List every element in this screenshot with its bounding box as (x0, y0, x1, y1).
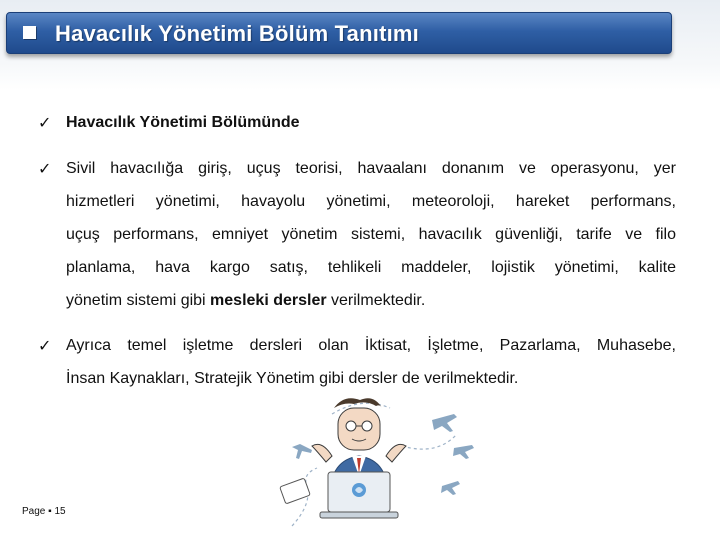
laptop-icon (320, 472, 398, 518)
bullet-item-1 (38, 108, 676, 138)
bullet-item-2 (38, 152, 676, 317)
bullet-text-line: planlama, hava kargo satış, tehlikeli maddeler, lojistik yönetimi, kalite (66, 259, 676, 276)
check-icon: ✓ (38, 336, 52, 355)
text-run: yönetim sistemi gibi (66, 292, 211, 309)
content-body (38, 108, 676, 395)
bold-text-run: mesleki dersler (210, 292, 327, 309)
bullet-text-line: İnsan Kaynakları, Stratejik Yönetim gibi dersler de verilmektedir. (66, 370, 519, 387)
tablet-icon (280, 478, 311, 504)
square-bullet-icon (23, 26, 36, 39)
slide-title: Havacılık Yönetimi Bölüm Tanıtımı (55, 21, 419, 46)
bullet-text-line (66, 284, 676, 317)
bullet-text-line: Ayrıca temel işletme dersleri olan İktisat, İşletme, Pazarlama, Muhasebe, (66, 337, 676, 354)
text-run: verilmektedir. (326, 292, 426, 309)
bullet-text: Havacılık Yönetimi Bölümünde (66, 114, 300, 131)
title-bar (6, 12, 672, 54)
page-number: Page ▪ 15 (22, 506, 66, 517)
check-icon: ✓ (38, 113, 52, 132)
bullet-text-line: Sivil havacılığa giriş, uçuş teorisi, havaalanı donanım ve operasyonu, yer (66, 160, 676, 177)
bullet-text-line: uçuş performans, emniyet yönetim sistemi, havacılık güvenliği, tarife ve filo (66, 226, 676, 243)
aviation-illustration (272, 386, 487, 536)
bullet-text-line: hizmetleri yönetimi, havayolu yönetimi, meteoroloji, hareket performans, (66, 193, 676, 210)
check-icon: ✓ (38, 159, 52, 178)
